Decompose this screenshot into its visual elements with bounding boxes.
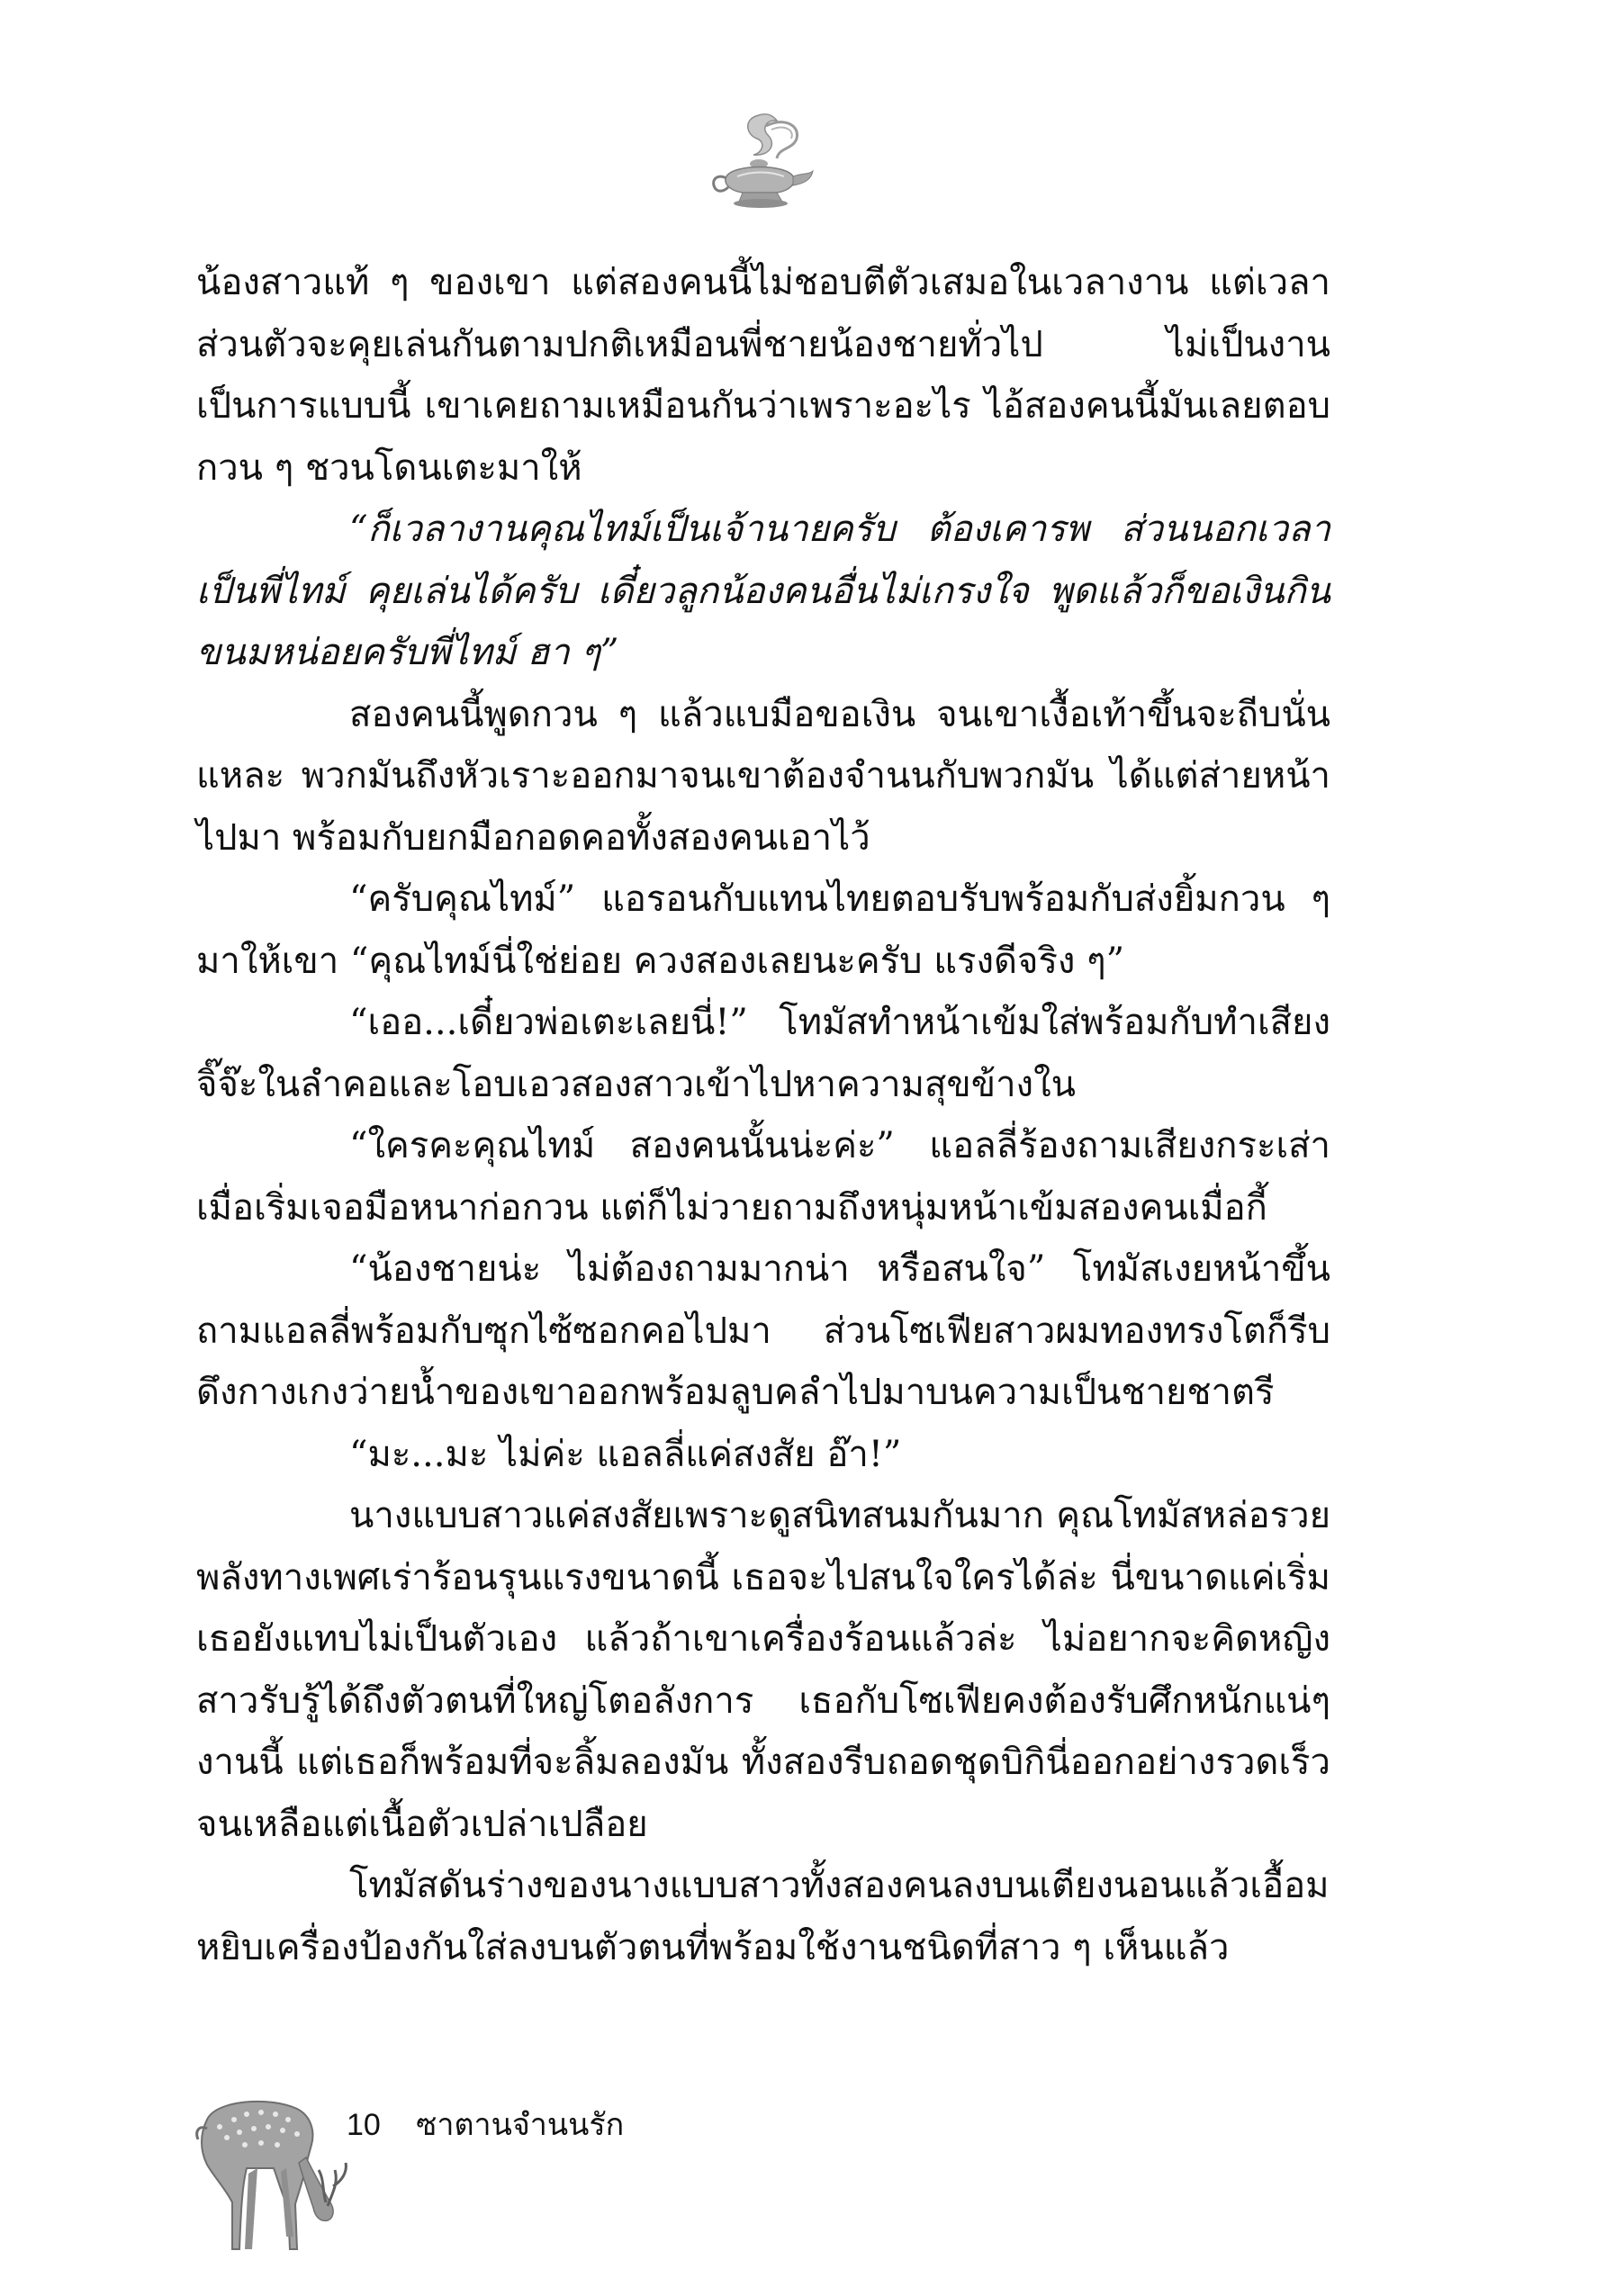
- paragraph: นางแบบสาวแค่สงสัยเพราะดูสนิทสนมกันมาก คุณโทมัสหล่อรวยพลังทางเพศเร่าร้อนรุนแรงขนาดนี้ เธอจะไปสนใจใครได้ล่ะ นี่ขนาดแค่เริ่มเธอยังแทบไม่เป็นตัวเอง แล้วถ้าเขาเครื่องร้อนแล้วล่ะ ไม่อยากจะคิดหญิงสาวรับรู้ได้ถึงตัวตนที่ใหญ่โตอลังการ เธอกับโซเฟียคงต้องรับศึกหนักแน่ๆ งานนี้ แต่เธอก็พร้อมที่จะลิ้มลองมัน ทั้งสองรีบถอดชุดบิกินี่ออกอย่างรวดเร็วจนเหลือแต่เนื้อตัวเปล่าเปลือย: [196, 1495, 1330, 1845]
- paragraph: โทมัสดันร่างของนางแบบสาวทั้งสองคนลงบนเตียงนอนแล้วเอื้อมหยิบเครื่องป้องกันใส่ลงบนตัวตนที่พร้อมใช้งานชนิดที่สาว ๆ เห็นแล้ว: [196, 1865, 1330, 1968]
- paragraph: สองคนนี้พูดกวน ๆ แล้วแบมือขอเงิน จนเขาเงื้อเท้าขึ้นจะถีบนั่นแหละ พวกมันถึงหัวเราะออกมาจนเขาต้องจำนนกับพวกมัน ได้แต่ส่ายหน้าไปมา พร้อมกับยกมือกอดคอทั้งสองคนเอาไว้: [196, 693, 1330, 859]
- paragraph: “เออ...เดี๋ยวพ่อเตะเลยนี่!” โทมัสทำหน้าเข้มใส่พร้อมกับทำเสียงจิ๊จ๊ะในลำคอและโอบเอวสองสาวเข้าไปหาความสุขข้างใน: [196, 1002, 1330, 1105]
- page-number: 10: [347, 2108, 381, 2142]
- genie-lamp-icon: [707, 108, 815, 212]
- page-folio: [347, 2100, 624, 2148]
- paragraph-quote: “ก็เวลางานคุณไทม์เป็นเจ้านายครับ ต้องเคารพ ส่วนนอกเวลาเป็นพี่ไทม์ คุยเล่นได้ครับ เดี๋ยวลูกน้องคนอื่นไม่เกรงใจ พูดแล้วก็ขอเงินกินขนมหน่อยครับพี่ไทม์ ฮา ๆ”: [196, 509, 1330, 673]
- paragraph: “มะ...มะ ไม่ค่ะ แอลลี่แค่สงสัย อ๊า!”: [349, 1433, 902, 1475]
- deer-icon: [180, 2057, 360, 2264]
- book-title: ซาตานจำนนรัก: [416, 2108, 625, 2142]
- paragraph: “ครับคุณไทม์” แอรอนกับแทนไทยตอบรับพร้อมกับส่งยิ้มกวน ๆ มาให้เขา “คุณไทม์นี่ใช่ย่อย ควงสองเลยนะครับ แรงดีจริง ๆ”: [196, 878, 1330, 982]
- paragraph: “ใครคะคุณไทม์ สองคนนั้นน่ะค่ะ” แอลลี่ร้องถามเสียงกระเส่าเมื่อเริ่มเจอมือหนาก่อกวน แต่ก็ไม่วายถามถึงหนุ่มหน้าเข้มสองคนเมื่อกี้: [196, 1125, 1330, 1229]
- paragraph: น้องสาวแท้ ๆ ของเขา แต่สองคนนี้ไม่ชอบตีตัวเสมอในเวลางาน แต่เวลาส่วนตัวจะคุยเล่นกันตามปกติเหมือนพี่ชายน้องชายทั่วไป ไม่เป็นงานเป็นการแบบนี้ เขาเคยถามเหมือนกันว่าเพราะอะไร ไอ้สองคนนี้มันเลยตอบกวน ๆ ชวนโดนเตะมาให้: [196, 262, 1330, 489]
- paragraph: “น้องชายน่ะ ไม่ต้องถามมากน่า หรือสนใจ” โทมัสเงยหน้าขึ้นถามแอลลี่พร้อมกับซุกไซ้ซอกคอไปมา ส่วนโซเฟียสาวผมทองทรงโตก็รีบดึงกางเกงว่ายน้ำของเขาออกพร้อมลูบคลำไปมาบนความเป็นชายชาตรี: [196, 1248, 1330, 1413]
- page-footer: [180, 2057, 900, 2264]
- body-text: [196, 252, 1330, 1978]
